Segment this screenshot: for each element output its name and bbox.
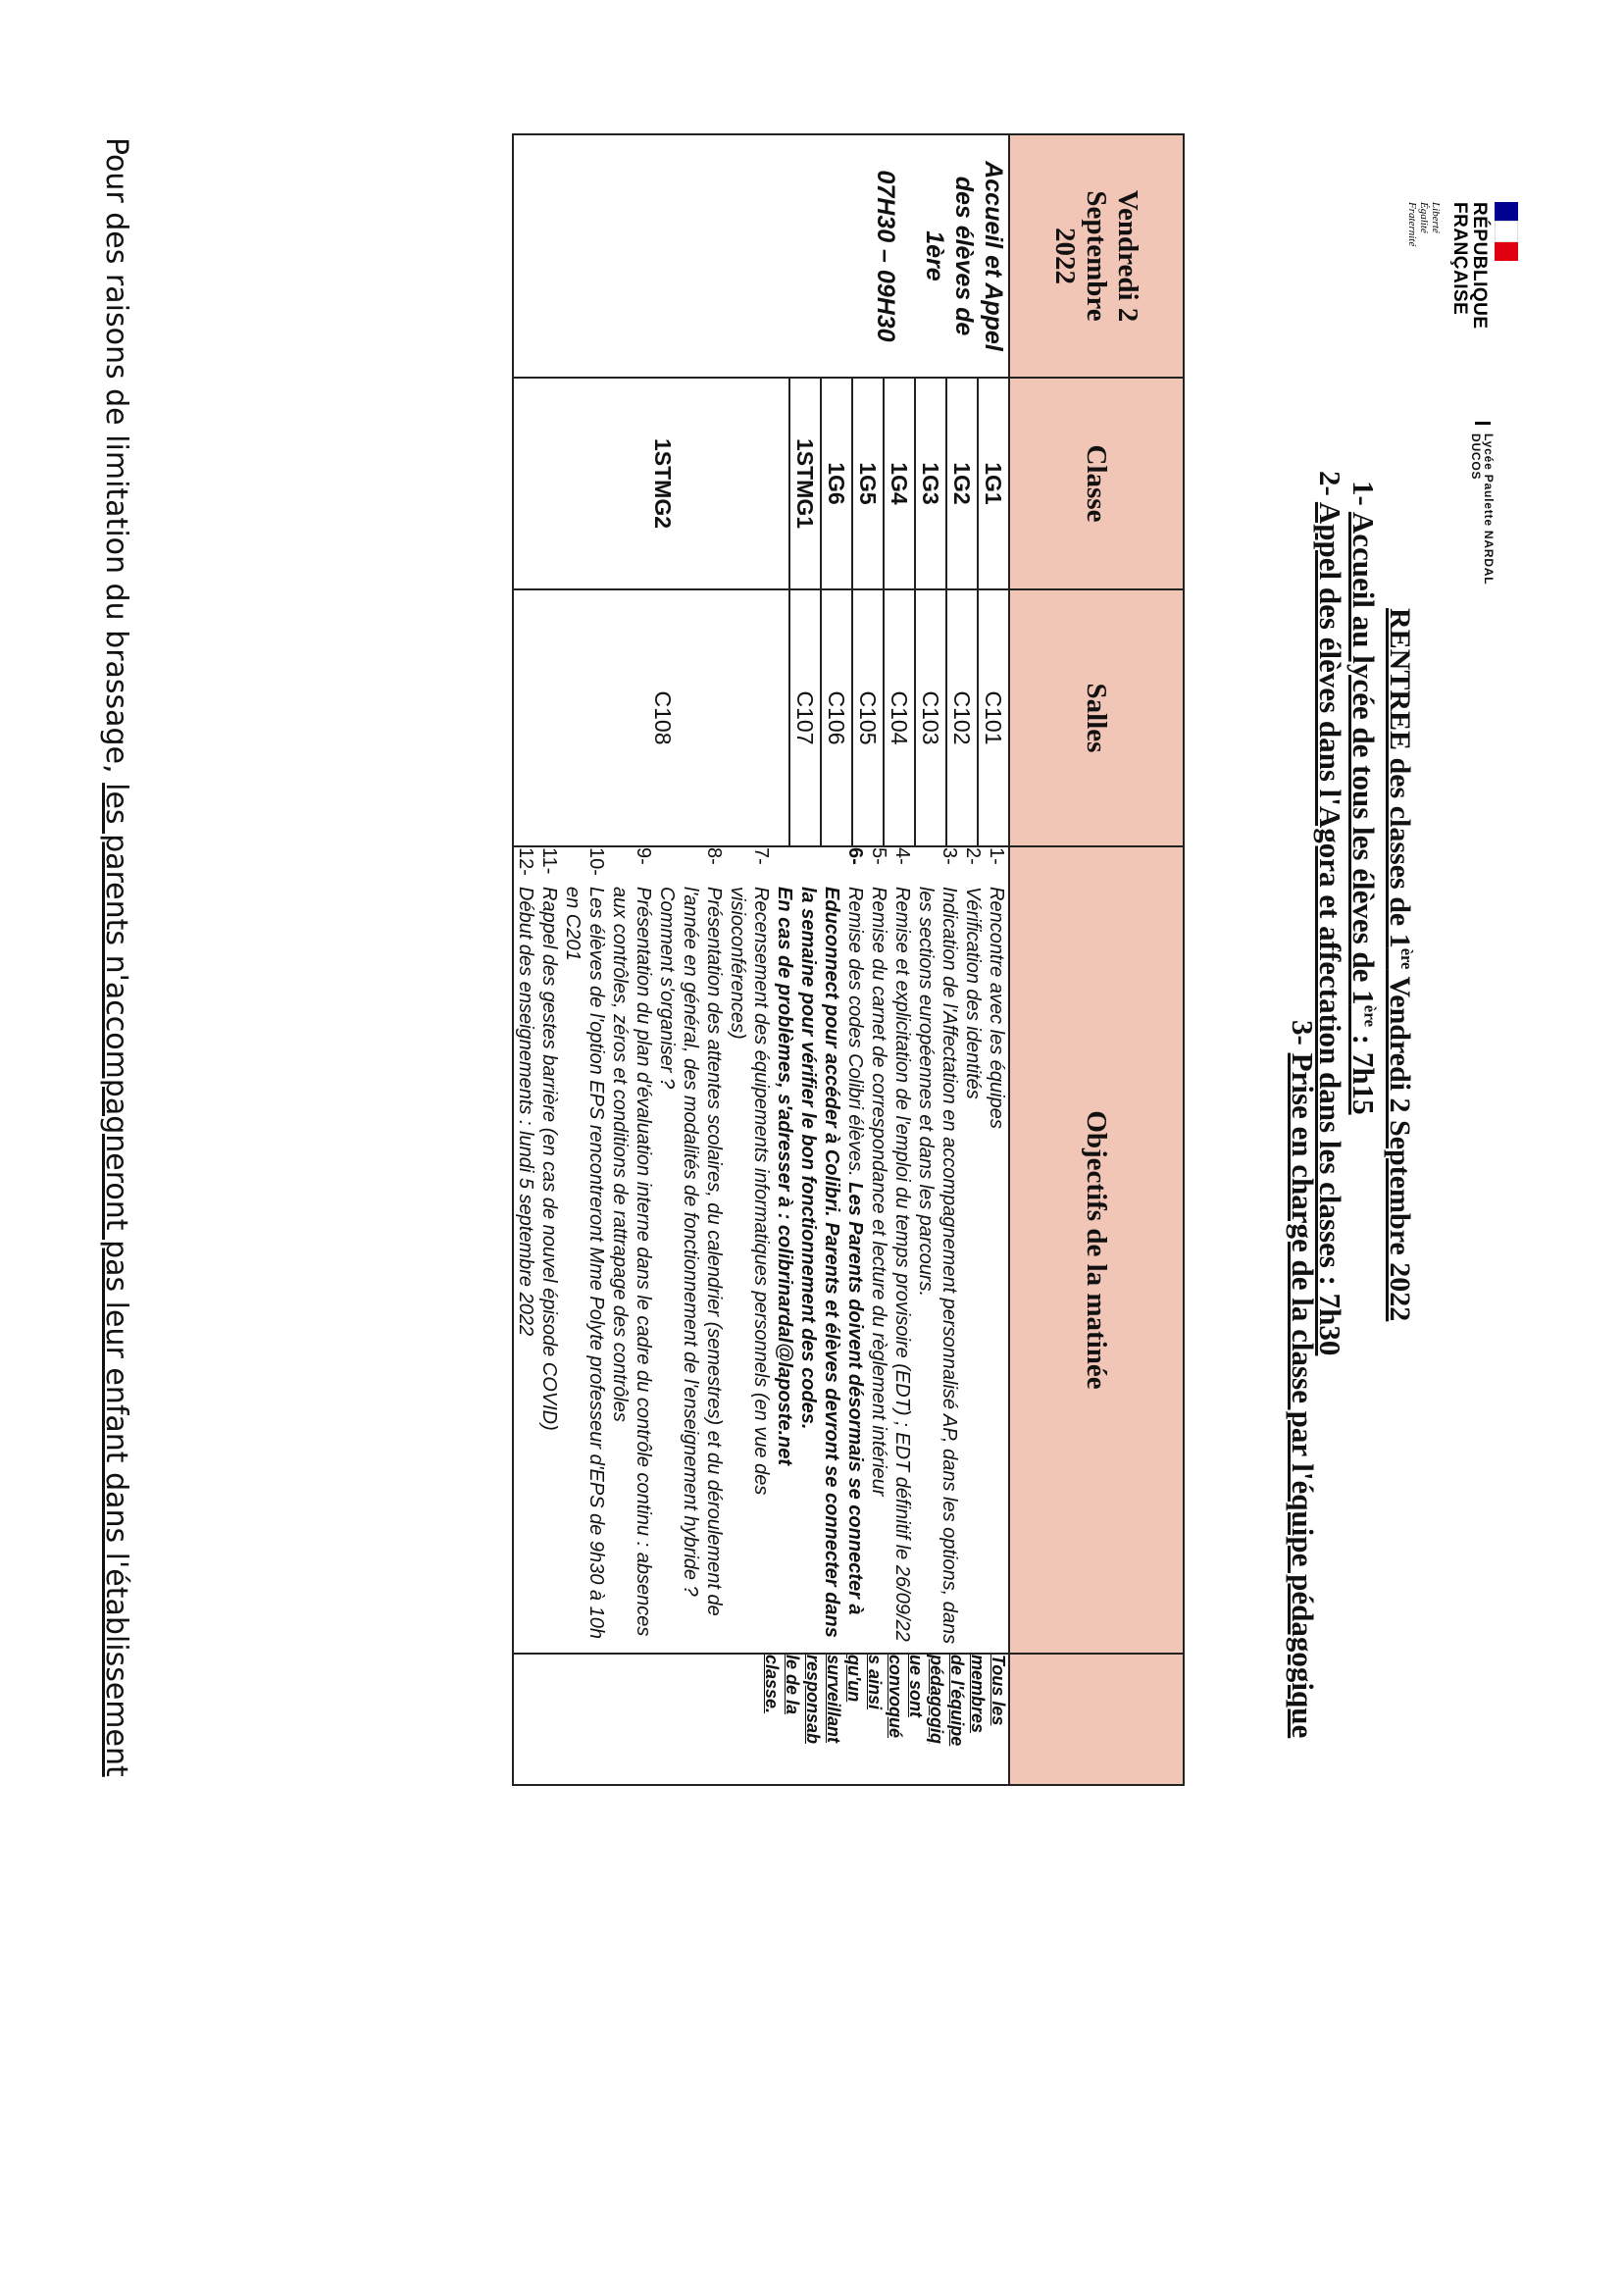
salle-c105: C105	[851, 590, 883, 845]
header-objectifs: Objectifs de la matinée	[1009, 846, 1184, 1654]
staff-note-line: s ainsi	[865, 1655, 885, 1710]
heading-item-1-number: 1-	[1346, 481, 1381, 506]
objective-number: 10-	[585, 847, 607, 876]
staff-note-line: de l'équipe	[947, 1655, 967, 1747]
header-date-line-3: 2022	[1049, 228, 1081, 284]
staff-note-line: surveillant	[824, 1655, 843, 1744]
objective-text: Présentation du plan d'évaluation interne dans le cadre du contrôle continu : absences aux contrôles, zéros et conditions de rattrapage des contrôles	[609, 887, 654, 1637]
header-salles: Salles	[1009, 589, 1184, 846]
objective-text: Rappel des gestes barrière (en cas de nouvel épisode COVID)	[538, 887, 560, 1431]
footer-underlined: les parents n'accompagneront pas leur enfant dans l'établissement	[99, 783, 133, 1777]
class-1g2: 1G2	[945, 379, 977, 588]
accueil-line-1: Accueil et Appel	[980, 161, 1007, 351]
header-date-line-2: Septembre	[1081, 190, 1112, 322]
motto	[1406, 202, 1442, 320]
republique-francaise-logo	[1406, 202, 1518, 330]
objective-text-bold: Les Parents doivent désormais se connecter à Educonnect pour accéder à Colibri. Parents et élèves devront se connecter dans la semaine pour vérifier le bon fonctionnement des codes.	[797, 887, 866, 1638]
salle-c107: C107	[792, 690, 818, 745]
heading-item-2-text: Appel des élèves dans l'Agora et affectation dans les classes : 7h30	[1313, 501, 1347, 1356]
logo-line-1: RÉPUBLIQUE	[1469, 202, 1490, 330]
staff-note-line: pédagogiq	[927, 1655, 946, 1744]
objective-number: 5-	[868, 847, 889, 865]
objective-number: 6-	[844, 847, 866, 865]
class-1g1: 1G1	[977, 379, 1008, 588]
objective-number: 11-	[538, 847, 560, 875]
logo-line-2: FRANÇAISE	[1449, 202, 1470, 316]
objective-number: 2-	[962, 847, 984, 865]
objective-item	[608, 847, 655, 1653]
objective-text: Présentation des attentes scolaires, du calendrier (semestres) et du déroulement de l'année en général, des modalités de fonctionnement de l'enseignement hybride ? Comment s'organiser ?	[656, 887, 725, 1616]
objective-text: Rencontre avec les équipes	[986, 887, 1007, 1129]
objective-text: Remise du carnet de correspondance et lecture du règlement intérieur	[868, 887, 889, 1497]
schedule-table	[512, 133, 1185, 1786]
salle-c101: C101	[977, 590, 1008, 845]
objective-item	[561, 847, 608, 1653]
objective-item	[726, 847, 773, 1653]
objective-text: Vérification des identités	[962, 887, 984, 1099]
objective-text: Les élèves de l'option EPS rencontreront Mme Polyte professeur d'EPS de 9h30 à 10h en C201	[562, 887, 607, 1639]
school-name-line-1: Lycée Paulette NARDAL	[1482, 433, 1496, 586]
flag-white-stripe	[1495, 221, 1518, 241]
footer-plain: Pour des raisons de limitation du brassage,	[99, 137, 133, 784]
heading-item-1-text: Accueil au lycée de tous les élèves de 1ère : 7h15	[1346, 511, 1381, 1115]
staff-note-line: responsab	[803, 1655, 823, 1745]
class-1g6: 1G6	[820, 379, 851, 588]
staff-note-line: le de la	[783, 1655, 802, 1715]
motto-fraternite: Fraternité	[1406, 202, 1418, 247]
accueil-line-3: 1ère	[921, 230, 948, 281]
classes-cell	[513, 378, 1009, 589]
heading-item-2-number: 2-	[1313, 471, 1347, 496]
class-1g4: 1G4	[883, 379, 914, 588]
title-text: RENTREE des classes de 1ère Vendredi 2 Septembre 2022	[1384, 608, 1416, 1322]
class-1stmg1: 1STMG1	[792, 437, 818, 530]
salles-cell	[513, 589, 1009, 846]
class-1stmg2: 1STMG2	[537, 379, 790, 588]
school-name	[1469, 433, 1495, 585]
objective-item	[514, 847, 537, 1653]
header-blank	[1009, 1654, 1184, 1785]
staff-note-line: classe.	[762, 1655, 782, 1714]
objective-item	[796, 847, 867, 1653]
objective-item	[961, 847, 985, 1653]
staff-note-line: Tous les	[989, 1655, 1008, 1726]
objective-text	[796, 887, 867, 1653]
school-name-line-2: DUCOS	[1469, 433, 1483, 481]
table-header-row	[1009, 134, 1184, 1785]
heading-item-1	[1345, 481, 1381, 1115]
accueil-line-2: des élèves de	[950, 176, 978, 336]
objective-text-plain: Remise des codes Colibri élèves.	[844, 887, 866, 1183]
staff-note-cell	[513, 1654, 1009, 1785]
salle-c108: C108	[537, 590, 790, 845]
salle-c102: C102	[945, 590, 977, 845]
staff-note-line: qu'un	[844, 1655, 864, 1703]
objective-number: 1-	[986, 847, 1007, 865]
accueil-hours: 07H30 – 09H30	[872, 170, 899, 342]
heading-item-3-number: 3-	[1286, 1020, 1320, 1045]
salle-c106: C106	[820, 590, 851, 845]
class-1g5: 1G5	[851, 379, 883, 588]
heading-item-3	[1285, 1020, 1320, 1738]
objective-item	[867, 847, 890, 1653]
staff-note-line: ue sont	[906, 1655, 926, 1718]
document-title	[1383, 608, 1416, 1321]
objective-item	[655, 847, 726, 1653]
salle-c103: C103	[914, 590, 945, 845]
objective-text: Indication de l'Affectation en accompagnement personnalisé AP, dans les options, dans les sections européennes et dans les parcours.	[915, 887, 960, 1645]
header-date-line-1: Vendredi 2	[1112, 189, 1143, 323]
french-flag-icon	[1495, 202, 1518, 261]
class-1g3: 1G3	[914, 379, 945, 588]
contact-line: En cas de problèmes, s'adresser à : colibrinardal@laposte.net	[774, 887, 795, 1466]
objective-text: Remise et explicitation de l'emploi du temps provisoire (EDT) ; EDT définitif le 26/09/22	[891, 887, 913, 1642]
objective-number: 12-	[515, 847, 536, 876]
objective-item	[914, 847, 961, 1653]
objective-number: 3-	[939, 847, 960, 865]
objective-item	[985, 847, 1008, 1653]
objective-number: 4-	[891, 847, 913, 865]
staff-note-line: convoqué	[886, 1655, 905, 1739]
flag-red-stripe	[1495, 242, 1518, 261]
header-classe: Classe	[1009, 378, 1184, 589]
table-row	[513, 134, 1009, 1785]
objective-number: 7-	[750, 847, 772, 865]
staff-note-line: membres	[968, 1655, 988, 1734]
objective-text: Début des enseignements : lundi 5 septembre 2022	[515, 887, 536, 1337]
objective-item	[890, 847, 914, 1653]
objectives-cell	[513, 846, 1009, 1654]
objective-number: 8-	[703, 847, 725, 865]
salle-c104: C104	[883, 590, 914, 845]
heading-item-3-text: Prise en charge de la classe par l'équipe pédagogique	[1286, 1052, 1320, 1739]
accueil-cell	[513, 134, 1009, 378]
objective-item	[537, 847, 561, 1653]
header-date	[1009, 134, 1184, 378]
objective-number: 9-	[633, 847, 654, 865]
objective-text: Recensement des équipements informatiques personnels (en vue des visioconférences)	[727, 887, 772, 1496]
motto-liberte: Liberté	[1430, 202, 1442, 233]
logo-divider	[1475, 422, 1491, 425]
flag-blue-stripe	[1495, 202, 1518, 221]
footer-note	[99, 137, 133, 1777]
motto-egalite: Égalité	[1418, 202, 1430, 233]
